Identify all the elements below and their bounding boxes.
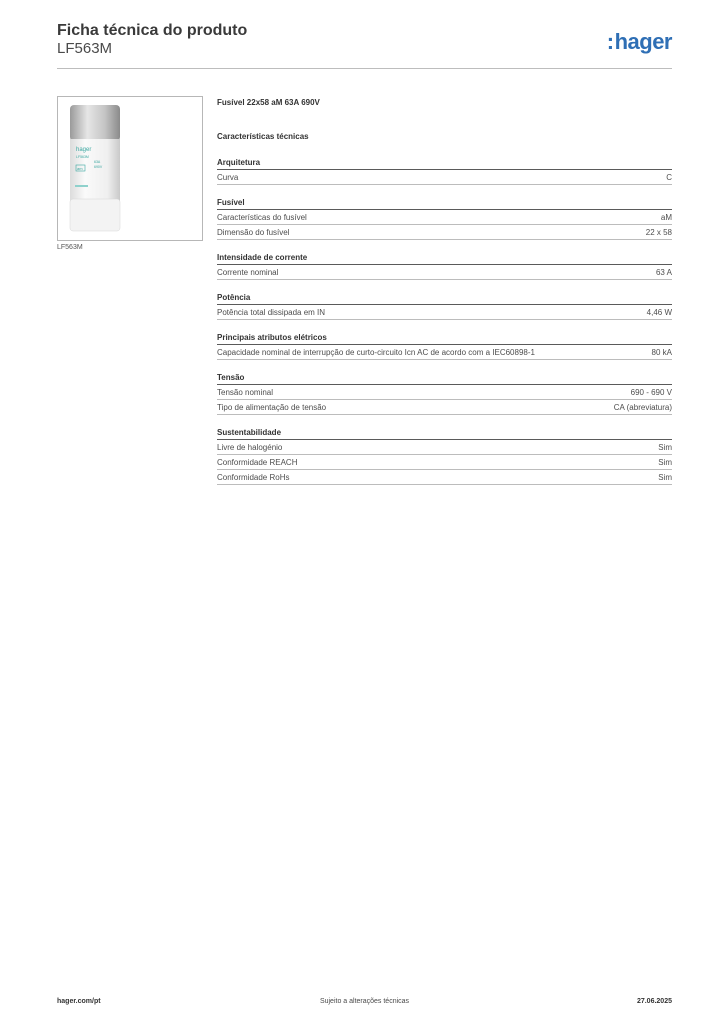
spec-group-atributos-eletricos: [217, 332, 672, 360]
spec-label: Dimensão do fusível: [217, 227, 290, 237]
spec-group-tensao: [217, 372, 672, 415]
spec-group-title: Potência: [217, 292, 672, 305]
spec-label: Capacidade nominal de interrupção de curto-circuito Icn AC de acordo com a IEC60898-1: [217, 347, 535, 357]
spec-label: Tensão nominal: [217, 387, 274, 397]
spec-group-sustentabilidade: [217, 427, 672, 485]
spec-value: C: [666, 172, 672, 182]
spec-row: [217, 455, 672, 470]
bottom-cap: [70, 199, 120, 231]
footer-date: 27.06.2025: [636, 998, 672, 1005]
spec-row: [217, 470, 672, 485]
spec-group-fusivel: [217, 197, 672, 240]
spec-row: [217, 265, 672, 280]
spec-group-title: Principais atributos elétricos: [217, 332, 672, 345]
spec-group-title: Sustentabilidade: [217, 427, 672, 440]
spec-group-title: Intensidade de corrente: [217, 252, 672, 265]
document-title: Ficha técnica do produto: [57, 22, 248, 39]
fuse-label-class: am: [77, 166, 83, 171]
spec-content: [217, 97, 672, 485]
spec-label: Conformidade REACH: [217, 457, 298, 467]
hager-logo: [607, 29, 672, 55]
product-description: Fusível 22x58 aM 63A 690V: [217, 98, 320, 107]
fuse-label-bar: [75, 185, 88, 187]
spec-group-title: Tensão: [217, 372, 672, 385]
spec-group-potencia: [217, 292, 672, 320]
logo-text: hager: [614, 29, 672, 54]
spec-value: aM: [660, 212, 672, 222]
spec-value: CA (abreviatura): [613, 402, 672, 412]
spec-row: [217, 385, 672, 400]
footer-website-link[interactable]: hager.com/pt: [57, 998, 101, 1005]
specs-heading: Características técnicas: [217, 132, 309, 141]
spec-label: Tipo de alimentação de tensão: [217, 402, 327, 412]
image-caption: LF563M: [57, 244, 83, 251]
product-image: [57, 96, 203, 241]
spec-label: Livre de halogénio: [217, 442, 283, 452]
spec-group-title: Arquitetura: [217, 157, 672, 170]
fuse-label-ref: LF563M: [76, 155, 89, 159]
spec-value: Sim: [658, 457, 672, 467]
spec-row: [217, 400, 672, 415]
spec-value: 63 A: [655, 267, 672, 277]
top-cap: [70, 105, 120, 141]
spec-value: 22 x 58: [645, 227, 672, 237]
product-reference: LF563M: [57, 40, 113, 57]
spec-row: [217, 210, 672, 225]
spec-value: 690 - 690 V: [630, 387, 672, 397]
logo-colon-mark: :: [606, 29, 614, 54]
spec-value: 4,46 W: [646, 307, 672, 317]
spec-label: Conformidade RoHs: [217, 472, 290, 482]
spec-row: [217, 440, 672, 455]
spec-label: Curva: [217, 172, 239, 182]
fuse-label-brand: hager: [76, 147, 92, 153]
page-header: [57, 20, 672, 69]
fuse-cartridge-illustration: [58, 97, 202, 240]
spec-group-arquitetura: [217, 157, 672, 185]
page-footer: [57, 998, 672, 1010]
spec-value: 80 kA: [651, 347, 672, 357]
footer-notice: Sujeito a alterações técnicas: [319, 998, 410, 1005]
spec-row: [217, 345, 672, 360]
spec-group-title: Fusível: [217, 197, 672, 210]
spec-value: Sim: [658, 472, 672, 482]
spec-label: Corrente nominal: [217, 267, 279, 277]
fuse-label-current: 63A: [94, 160, 101, 164]
spec-row: [217, 225, 672, 240]
spec-value: Sim: [658, 442, 672, 452]
spec-row: [217, 170, 672, 185]
fuse-label-voltage: 690V: [94, 165, 103, 169]
spec-label: Potência total dissipada em IN: [217, 307, 326, 317]
spec-group-intensidade: [217, 252, 672, 280]
spec-label: Características do fusível: [217, 212, 307, 222]
spec-row: [217, 305, 672, 320]
